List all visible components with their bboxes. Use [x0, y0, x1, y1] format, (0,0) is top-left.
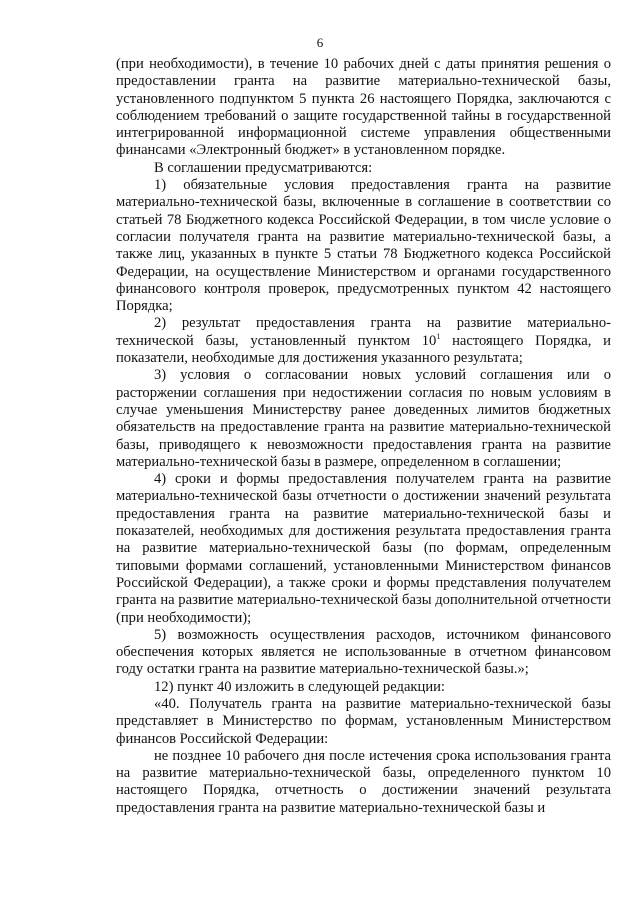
paragraph-item-12: 12) пункт 40 изложить в следующей редакции: [154, 678, 445, 695]
paragraph-item-5: 5) возможность осуществления расходов, источником финансового обеспечения которых является не использованные в отчетном финансовом году остатки гранта на развитие материально-технической базы.»; [116, 626, 611, 678]
paragraph-item-2 [116, 315, 611, 367]
paragraph-point-40: «40. Получатель гранта на развитие материально-технической базы представляет в Министерство по формам, установленным Министерством финансов Российской Федерации: [116, 695, 611, 747]
document-body [116, 56, 611, 817]
page-number: 6 [316, 35, 324, 50]
item-2-text-end: настоящего Порядка, и показатели, необходимые для достижения указанного результата; [116, 332, 611, 367]
footnote-superscript: 1 [436, 331, 441, 341]
paragraph-item-3: 3) условия о согласовании новых условий соглашения или о расторжении соглашения при недостижении согласия по новым условиям в случае уменьшения Министерству ранее доведенных лимитов бюджетных обязательств на предоставление гранта на развитие материально-технической базы, приводящего к невозможности предоставления гранта на развитие материально-технической базы в размере, определенном в соглашении; [116, 367, 611, 470]
paragraph-item-4: 4) сроки и формы предоставления получателем гранта на развитие материально-технической базы отчетности о достижении значений результата предоставления гранта на развитие материально-технической базы и показателей, необходимых для достижения результата предоставления гранта на развитие материально-технической базы (по формам, определенным типовыми формами соглашений, установленными Министерством финансов Российской Федерации), а также сроки и формы представления получателем гранта на развитие материально-технической базы дополнительной отчетности (при необходимости); [116, 471, 611, 626]
paragraph-continuation: (при необходимости), в течение 10 рабочих дней с даты принятия решения о предоставлении гранта на развитие материально-технической базы, установленного подпунктом 5 пункта 26 настоящего Порядка, заключаются с соблюдением требований о защите государственной тайны в государственной интегрированной информационной системе управления общественными финансами «Электронный бюджет» в установленном порядке. [116, 56, 611, 159]
item-2-text: 2) результат предоставления гранта на развитие материально-технической базы, установленный пунктом 10 [116, 315, 611, 349]
paragraph-item-1: 1) обязательные условия предоставления гранта на развитие материально-технической базы, включенные в соглашение в соответствии со статьей 78 Бюджетного кодекса Российской Федерации, в том числе условие о согласии получателя гранта на развитие материально-технической базы, а также лиц, указанных в пункте 5 статьи 78 Бюджетного кодекса Российской Федерации, на осуществление Министерством и органами государственного финансового контроля проверок, предусмотренных пунктом 42 настоящего Порядка; [116, 177, 611, 315]
paragraph-agreement-intro: В соглашении предусматриваются: [154, 159, 373, 176]
paragraph-deadline: не позднее 10 рабочего дня после истечения срока использования гранта на развитие материально-технической базы, определенного пунктом 10 настоящего Порядка, отчетность о достижении значений результата предоставления гранта на развитие материально-технической базы и [116, 747, 611, 816]
